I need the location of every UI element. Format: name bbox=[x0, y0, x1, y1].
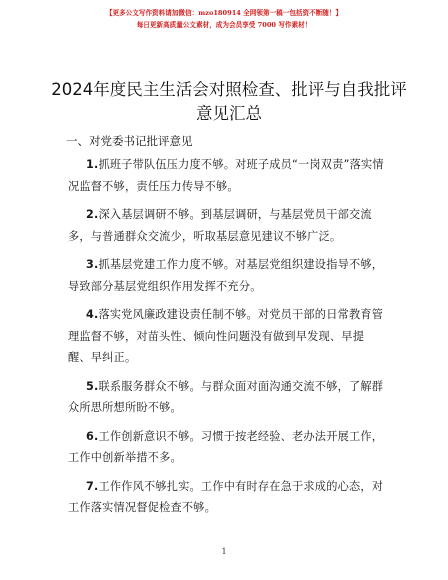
list-item bbox=[68, 376, 386, 419]
item-number: 6. bbox=[86, 429, 99, 443]
banner-line-1: 【更多公文写作资料请加微信：mzo180914 全网领第一稿一包括资不断随！】 bbox=[105, 9, 343, 17]
list-item bbox=[68, 204, 386, 247]
list-item bbox=[68, 254, 386, 297]
item-number: 1. bbox=[86, 158, 99, 171]
banner-line-2: 每日更新高质量公文素材，成为会员享受 7000 写作素材！ bbox=[136, 21, 312, 29]
header-banner bbox=[0, 7, 448, 31]
list-item bbox=[68, 154, 386, 197]
item-text: 抓基层党建工作力度不够。对基层党组织建设指导不够，导致部分基层党组织作用发挥不充分。 bbox=[68, 258, 384, 293]
criticism-list bbox=[68, 154, 386, 526]
list-item bbox=[68, 476, 386, 519]
item-number: 4. bbox=[86, 308, 99, 321]
item-number: 3. bbox=[86, 258, 99, 271]
item-text: 抓班子带队伍压力度不够。对班子成员“一岗双责”落实情况监督不够，责任压力传导不够。 bbox=[68, 158, 384, 193]
item-text: 深入基层调研不够。到基层调研，与基层党员干部交流多，与普通群众交流少，听取基层意见建议不够广泛。 bbox=[68, 208, 372, 243]
item-text: 工作创新意识不够。习惯于按老经验、老办法开展工作，工作中创新举措不多。 bbox=[68, 429, 384, 464]
section-heading: 一、对党委书记批评意见 bbox=[66, 134, 193, 148]
item-text: 工作作风不够扎实。工作中有时存在急于求成的心态，对工作落实情况督促检查不够。 bbox=[68, 479, 384, 514]
item-text: 落实党风廉政建设责任制不够。对党员干部的日常教育管理监督不够，对苗头性、倾向性问题没有做到早发现、早提醒、早纠正。 bbox=[68, 308, 384, 364]
list-item bbox=[68, 426, 386, 469]
item-number: 2. bbox=[86, 208, 99, 221]
item-number: 5. bbox=[86, 379, 99, 393]
item-number: 7. bbox=[86, 479, 99, 493]
page-number: 1 bbox=[221, 547, 227, 556]
document-title: 2024年度民主生活会对照检查、批评与自我批评意见汇总 bbox=[51, 80, 407, 123]
list-item bbox=[68, 304, 386, 369]
item-text: 联系服务群众不够。与群众面对面沟通交流不够，了解群众所思所想所盼不够。 bbox=[68, 379, 384, 414]
